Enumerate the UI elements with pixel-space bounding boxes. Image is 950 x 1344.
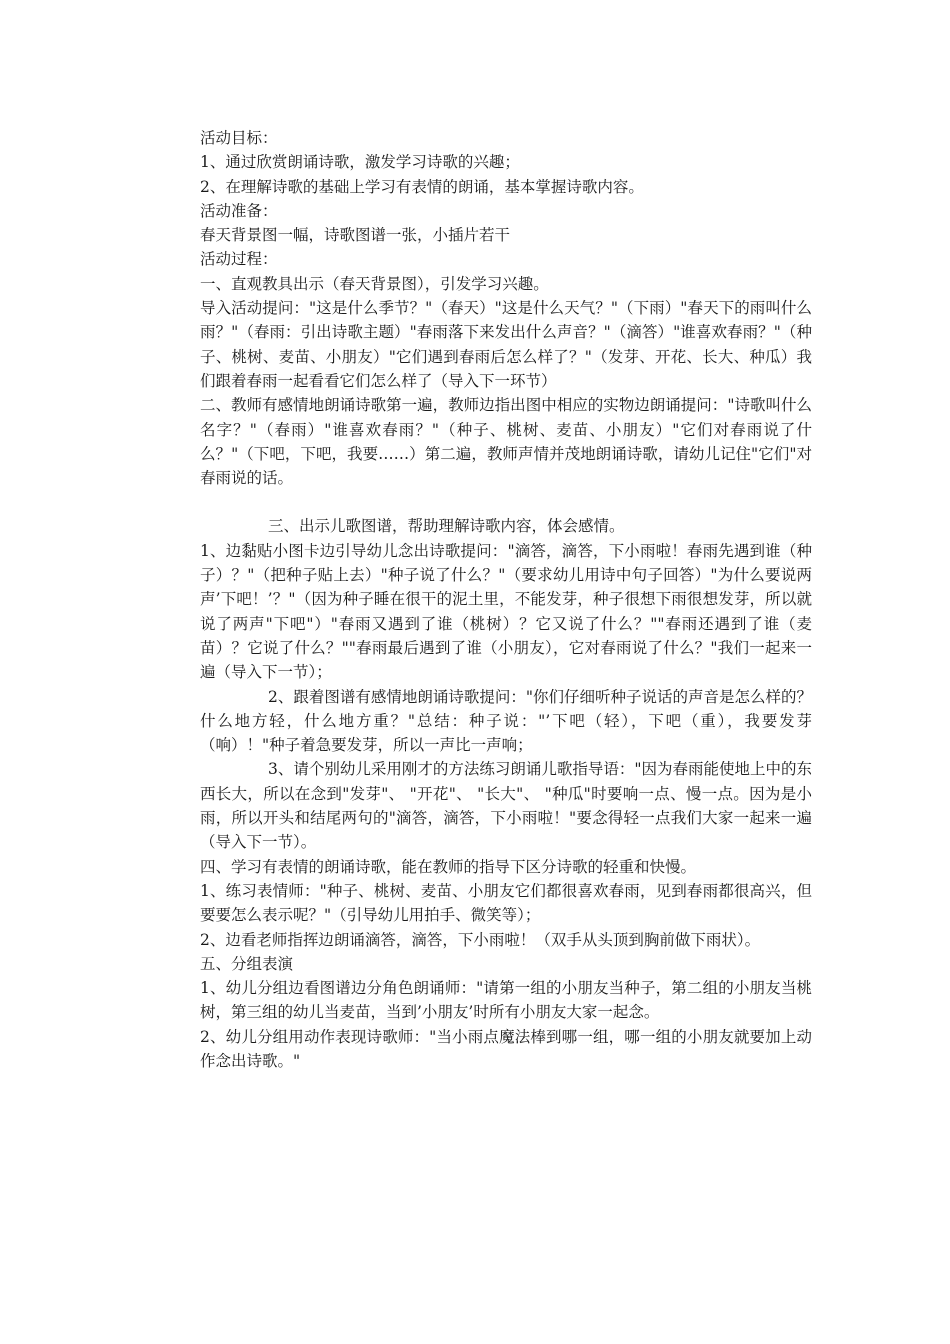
process-step-1-body: 导入活动提问："这是什么季节？"（春天）"这是什么天气？"（下雨）"春天下的雨叫什么雨？"（春雨：引出诗歌主题）"春雨落下来发出什么声音？"（滴答）"谁喜欢春雨？"（种子、桃树、麦苗、小朋友）"它们遇到春雨后怎么样了？"（发芽、开花、长大、种瓜）我们跟着春雨一起看看它们怎么样了（导入下一环节） bbox=[200, 299, 812, 390]
process-step-1-title: 一、直观教具出示（春天背景图），引发学习兴趣。 bbox=[200, 274, 549, 293]
goal-item-1: 1、通过欣赏朗诵诗歌，激发学习诗歌的兴趣； bbox=[200, 153, 520, 172]
heading-activity-process: 活动过程： bbox=[200, 250, 278, 269]
process-step-3-item-1: 1、边黏贴小图卡边引导幼儿念出诗歌提问："滴答，滴答，下小雨啦！春雨先遇到谁（种子）？"（把种子贴上去）"种子说了什么？"（要求幼儿用诗中句子回答）"为什么要说两声’下吧！’？"（因为种子睡在很干的泥土里，不能发芽，种子很想下雨很想发芽，所以就说了两声"下吧"）"春雨又遇到了谁（桃树）？它又说了什么？""春雨还遇到了谁（麦苗）？它说了什么？""春雨最后遇到了谁（小朋友），它对春雨说了什么？"我们一起来一遍（导入下一节）； bbox=[200, 541, 812, 682]
process-step-2: 二、教师有感情地朗诵诗歌第一遍，教师边指出图中相应的实物边朗诵提问："诗歌叫什么名字？"（春雨）"谁喜欢春雨？"（种子、桃树、麦苗、小朋友）"它们对春雨说了什么？"（下吧，下吧，我要……）第二遍，教师声情并茂地朗诵诗歌，请幼儿记住"它们"对春雨说的话。 bbox=[200, 396, 812, 488]
heading-activity-preparation: 活动准备： bbox=[200, 201, 278, 220]
process-step-3-title: 三、出示儿歌图谱，帮助理解诗歌内容，体会感情。 bbox=[268, 517, 625, 536]
process-step-3-item-2: 2、跟着图谱有感情地朗诵诗歌提问："你们仔细听种子说话的声音是怎么样的？什么地方轻，什么地方重？"总结：种子说："’下吧（轻），下吧（重），我要发芽（响）！"种子着急要发芽，所以一声比一声响； bbox=[200, 687, 812, 755]
goal-item-2: 2、在理解诗歌的基础上学习有表情的朗诵，基本掌握诗歌内容。 bbox=[200, 177, 644, 196]
blank-line bbox=[200, 490, 812, 514]
process-step-4-title: 四、学习有表情的朗诵诗歌，能在教师的指导下区分诗歌的轻重和快慢。 bbox=[200, 857, 697, 876]
preparation-materials: 春天背景图一幅，诗歌图谱一张，小插片若干 bbox=[200, 226, 511, 245]
process-step-3-item-3: 3、请个别幼儿采用刚才的方法练习朗诵儿歌指导语："因为春雨能使地上中的东西长大，所以在念到"发芽"、 "开花"、 "长大"、 "种瓜"时要响一点、慢一点。因为是小雨，所以开头和结尾两句的"滴答，滴答，下小雨啦！"要念得轻一点我们大家一起来一遍（导入下一节）。 bbox=[200, 760, 812, 852]
process-step-4-item-2: 2、边看老师指挥边朗诵滴答，滴答，下小雨啦！（双手从头顶到胸前做下雨状）。 bbox=[200, 930, 761, 949]
process-step-4-item-1: 1、练习表情师："种子、桃树、麦苗、小朋友它们都很喜欢春雨，见到春雨都很高兴，但要要怎么表示呢？"（引导幼儿用拍手、微笑等）； bbox=[200, 881, 812, 925]
process-step-5-item-1: 1、幼儿分组边看图谱边分角色朗诵师："请第一组的小朋友当种子，第二组的小朋友当桃树，第三组的幼儿当麦苗，当到’小朋友’时所有小朋友大家一起念。 bbox=[200, 979, 812, 1022]
process-step-5-title: 五、分组表演 bbox=[200, 954, 294, 973]
process-step-5-item-2: 2、幼儿分组用动作表现诗歌师："当小雨点魔法棒到哪一组，哪一组的小朋友就要加上动作念出诗歌。" bbox=[200, 1027, 812, 1070]
document-page bbox=[200, 126, 812, 1073]
heading-activity-goals: 活动目标： bbox=[200, 129, 278, 147]
